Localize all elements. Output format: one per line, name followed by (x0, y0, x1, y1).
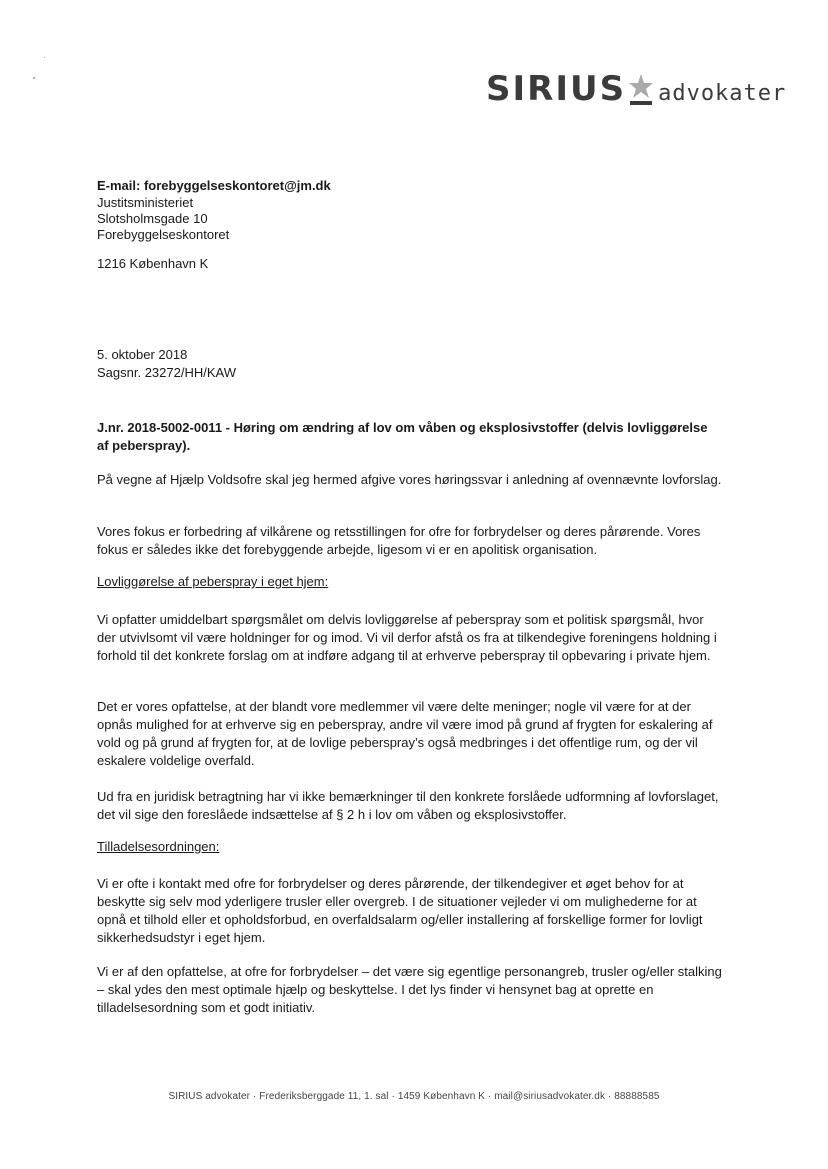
letter-footer: SIRIUS advokater · Frederiksberggade 11, 1. sal · 1459 København K · mail@siriusadvokater.dk · 88888585 (168, 1091, 660, 1102)
paragraph: På vegne af Hjælp Voldsofre skal jeg hermed afgive vores høringssvar i anledning af ovennævnte lovforslag. (97, 472, 722, 487)
star-icon (628, 72, 654, 106)
section-heading: Tilladelsesordningen: (97, 839, 220, 854)
paragraph: Vores fokus er forbedring af vilkårene og retsstillingen for ofre for forbrydelser og deres pårørende. Vores fokus er således ikke det forebyggende arbejde, ligesom vi er en apolitisk organisation. (97, 524, 701, 557)
paragraph: Ud fra en juridisk betragtning har vi ikke bemærkninger til den konkrete forslåede udformning af lovforslaget, det vil sige den foreslåede indsættelse af § 2 h i lov om våben og eksplosivstoffer. (97, 789, 719, 822)
paragraph: Vi opfatter umiddelbart spørgsmålet om delvis lovliggørelse af peberspray som et politisk spørgsmål, hvor der utvivlsomt vil være holdninger for og imod. Vi vil derfor afstå os fra at tilkendegive foreningens holdning i forhold til det konkrete forslag om at indføre adgang til at erhverve peberspray til opbevaring i private hjem. (97, 612, 717, 663)
letter-date: 5. oktober 2018 (97, 347, 188, 362)
logo-brand: SIRIUS (486, 69, 627, 109)
section-heading: Lovliggørelse af peberspray i eget hjem: (97, 574, 329, 589)
scan-speck (44, 57, 45, 58)
scan-speck (33, 77, 35, 79)
recipient-email: E-mail: forebyggelseskontoret@jm.dk (97, 178, 331, 193)
letter-subject: J.nr. 2018-5002-0011 - Høring om ændring af lov om våben og eksplosivstoffer (delvis lovliggørelse af peberspray). (97, 420, 708, 453)
recipient-line: Slotsholmsgade 10 (97, 211, 208, 226)
logo-suffix: advokater (658, 81, 787, 106)
recipient-line: Justitsministeriet (97, 195, 194, 210)
sirius-logo (486, 69, 787, 109)
paragraph: Vi er af den opfattelse, at ofre for forbrydelser – det være sig egentlige personangreb, trusler og/eller stalking – skal ydes den mest optimale hjælp og beskyttelse. I det lys finder vi hensynet bag at oprette en tilladelsesordning som et godt initiativ. (97, 964, 722, 1015)
paragraph: Vi er ofte i kontakt med ofre for forbrydelser og deres pårørende, der tilkendegiver et øget behov for at beskytte sig selv mod yderligere trusler eller overgreb. I de situationer vejleder vi om mulighederne for at opnå et tilhold eller et opholdsforbud, en overfaldsalarm og/eller installering af forskellige former for lovligt sikkerhedsudstyr i eget hjem. (97, 876, 703, 945)
recipient-line: Forebyggelseskontoret (97, 227, 230, 242)
paragraph: Det er vores opfattelse, at der blandt vore medlemmer vil være delte meninger; nogle vil være for at der opnås mulighed for at erhverve sig en peberspray, andre vil være imod på grund af frygten for eskalering af vold og på grund af frygten for, at de lovlige peberspray’s også medbringes i det offentlige rum, og der vil eskalere voldelige overfald. (97, 699, 713, 768)
case-number: Sagsnr. 23272/HH/KAW (97, 365, 236, 380)
recipient-postal: 1216 København K (97, 256, 209, 271)
